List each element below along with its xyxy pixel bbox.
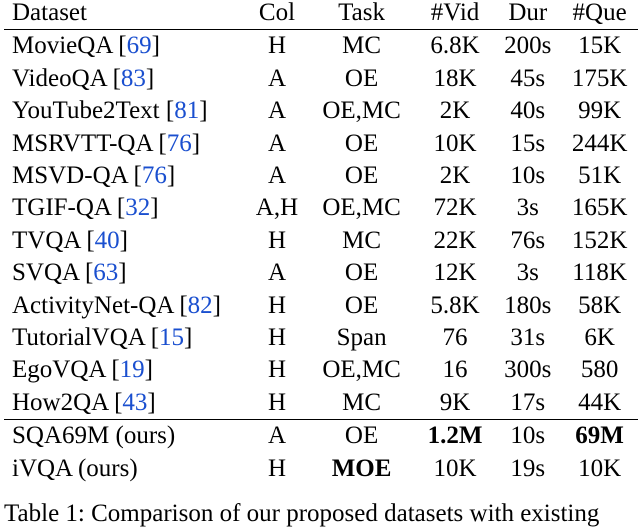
collection-cell: H bbox=[267, 226, 286, 254]
task-cell: MC bbox=[342, 32, 382, 60]
task-cell: MC bbox=[342, 388, 382, 416]
videos-cell: 22K bbox=[433, 226, 477, 254]
task-cell: OE bbox=[344, 162, 379, 190]
questions-cell: 580 bbox=[580, 356, 619, 384]
table-row-ours bbox=[4, 453, 638, 485]
table-caption: Table 1: Comparison of our proposed datasets with existing bbox=[4, 500, 600, 527]
citation-link[interactable]: 40 bbox=[94, 226, 120, 254]
citation-link[interactable]: 83 bbox=[120, 64, 146, 92]
citation-link[interactable]: 32 bbox=[125, 194, 151, 222]
questions-cell: 175K bbox=[571, 64, 628, 92]
questions-cell: 165K bbox=[571, 194, 628, 222]
dataset-name: TVQA bbox=[12, 226, 81, 254]
header-task: Task bbox=[338, 0, 385, 26]
task-cell: OE bbox=[344, 422, 379, 450]
table-row: MSVD-QA [76] A OE 2K 10s 51K bbox=[4, 160, 638, 192]
collection-cell: H bbox=[267, 291, 286, 319]
collection-cell: H bbox=[267, 388, 286, 416]
task-cell: OE,MC bbox=[322, 97, 401, 125]
dataset-name: SVQA bbox=[12, 259, 79, 287]
videos-cell: 5.8K bbox=[430, 291, 480, 319]
dataset-name: VideoQA bbox=[12, 64, 107, 92]
duration-cell: 31s bbox=[510, 324, 546, 352]
videos-cell: 16 bbox=[442, 356, 468, 384]
task-cell: OE bbox=[344, 291, 379, 319]
citation-link[interactable]: 82 bbox=[187, 291, 213, 319]
citation-link[interactable]: 15 bbox=[159, 324, 185, 352]
collection-cell: H bbox=[267, 32, 286, 60]
videos-cell: 72K bbox=[433, 194, 477, 222]
collection-cell: H bbox=[267, 356, 286, 384]
dataset-name: How2QA bbox=[12, 388, 108, 416]
collection-cell: A bbox=[267, 162, 286, 190]
videos-cell: 12K bbox=[433, 259, 477, 287]
duration-cell: 40s bbox=[510, 97, 546, 125]
dataset-name: iVQA (ours) bbox=[12, 454, 138, 482]
videos-cell-bold: 1.2M bbox=[427, 422, 483, 450]
header-vid: #Vid bbox=[430, 0, 480, 26]
videos-cell: 6.8K bbox=[430, 32, 480, 60]
table-row: YouTube2Text [81] A OE,MC 2K 40s 99K bbox=[4, 95, 638, 127]
task-cell: OE bbox=[344, 259, 379, 287]
collection-cell: H bbox=[267, 454, 286, 482]
questions-cell-bold: 69M bbox=[575, 422, 624, 450]
dataset-name: SQA69M (ours) bbox=[12, 422, 176, 450]
duration-cell: 19s bbox=[510, 454, 546, 482]
header-col: Col bbox=[258, 0, 296, 26]
duration-cell: 45s bbox=[510, 64, 546, 92]
dataset-name: MovieQA bbox=[12, 32, 112, 60]
dataset-name: MSRVTT-QA bbox=[12, 129, 153, 157]
task-cell: OE,MC bbox=[322, 194, 401, 222]
collection-cell: H bbox=[267, 324, 286, 352]
questions-cell: 152K bbox=[571, 226, 628, 254]
table-row: MovieQA [69] H MC 6.8K 200s 15K bbox=[4, 30, 638, 63]
table-row: MSRVTT-QA [76] A OE 10K 15s 244K bbox=[4, 128, 638, 160]
table-row: SVQA [63] A OE 12K 3s 118K bbox=[4, 257, 638, 289]
duration-cell: 200s bbox=[504, 32, 552, 60]
citation-link[interactable]: 19 bbox=[119, 356, 145, 384]
table-row: How2QA [43] H MC 9K 17s 44K bbox=[4, 387, 638, 420]
videos-cell: 10K bbox=[433, 129, 477, 157]
dataset-name: ActivityNet-QA bbox=[12, 291, 174, 319]
task-cell: MC bbox=[342, 226, 382, 254]
questions-cell: 244K bbox=[571, 129, 628, 157]
citation-link[interactable]: 76 bbox=[166, 129, 192, 157]
comparison-table bbox=[4, 0, 638, 485]
collection-cell: A bbox=[267, 259, 286, 287]
dataset-name: TGIF-QA bbox=[12, 194, 111, 222]
citation-link[interactable]: 69 bbox=[126, 32, 152, 60]
questions-cell: 44K bbox=[578, 388, 622, 416]
task-cell-bold: MOE bbox=[331, 454, 392, 482]
duration-cell: 17s bbox=[510, 388, 546, 416]
duration-cell: 10s bbox=[510, 422, 546, 450]
duration-cell: 3s bbox=[516, 259, 539, 287]
table-row: TVQA [40] H MC 22K 76s 152K bbox=[4, 225, 638, 257]
header-que: #Que bbox=[572, 0, 627, 26]
dataset-name: TutorialVQA bbox=[12, 324, 145, 352]
questions-cell: 118K bbox=[572, 259, 627, 287]
table-row: TGIF-QA [32] A,H OE,MC 72K 3s 165K bbox=[4, 192, 638, 224]
dataset-name: EgoVQA bbox=[12, 356, 106, 384]
videos-cell: 2K bbox=[439, 97, 471, 125]
collection-cell: A bbox=[267, 64, 286, 92]
header-dataset: Dataset bbox=[12, 0, 87, 26]
collection-cell: A bbox=[267, 422, 286, 450]
table-row-ours bbox=[4, 420, 638, 453]
table-header-row bbox=[4, 0, 638, 30]
task-cell: OE bbox=[344, 64, 379, 92]
header-dur: Dur bbox=[508, 0, 548, 26]
table-row: VideoQA [83] A OE 18K 45s 175K bbox=[4, 63, 638, 95]
videos-cell: 2K bbox=[439, 162, 471, 190]
citation-link[interactable]: 43 bbox=[122, 388, 148, 416]
duration-cell: 300s bbox=[504, 356, 552, 384]
questions-cell: 15K bbox=[578, 32, 622, 60]
videos-cell: 18K bbox=[433, 64, 477, 92]
duration-cell: 15s bbox=[510, 129, 546, 157]
table-row: ActivityNet-QA [82] H OE 5.8K 180s 58K bbox=[4, 290, 638, 322]
duration-cell: 180s bbox=[504, 291, 552, 319]
videos-cell: 76 bbox=[442, 324, 468, 352]
citation-link[interactable]: 81 bbox=[174, 97, 200, 125]
questions-cell: 51K bbox=[578, 162, 622, 190]
dataset-name: MSVD-QA bbox=[12, 162, 128, 190]
questions-cell: 6K bbox=[584, 324, 615, 352]
citation-link[interactable]: 63 bbox=[93, 259, 119, 287]
task-cell: Span bbox=[336, 324, 387, 352]
questions-cell: 58K bbox=[578, 291, 622, 319]
collection-cell: A bbox=[267, 97, 286, 125]
questions-cell: 10K bbox=[578, 454, 622, 482]
duration-cell: 76s bbox=[510, 226, 546, 254]
duration-cell: 10s bbox=[510, 162, 546, 190]
table-row: TutorialVQA [15] H Span 76 31s 6K bbox=[4, 322, 638, 354]
table-body bbox=[4, 30, 638, 485]
collection-cell: A bbox=[267, 129, 286, 157]
task-cell: OE bbox=[344, 129, 379, 157]
citation-link[interactable]: 76 bbox=[141, 162, 167, 190]
task-cell: OE,MC bbox=[322, 356, 401, 384]
dataset-name: YouTube2Text bbox=[12, 97, 160, 125]
videos-cell: 10K bbox=[433, 454, 477, 482]
videos-cell: 9K bbox=[439, 388, 471, 416]
questions-cell: 99K bbox=[578, 97, 622, 125]
collection-cell: A,H bbox=[255, 194, 299, 222]
table-row: EgoVQA [19] H OE,MC 16 300s 580 bbox=[4, 354, 638, 386]
duration-cell: 3s bbox=[516, 194, 539, 222]
